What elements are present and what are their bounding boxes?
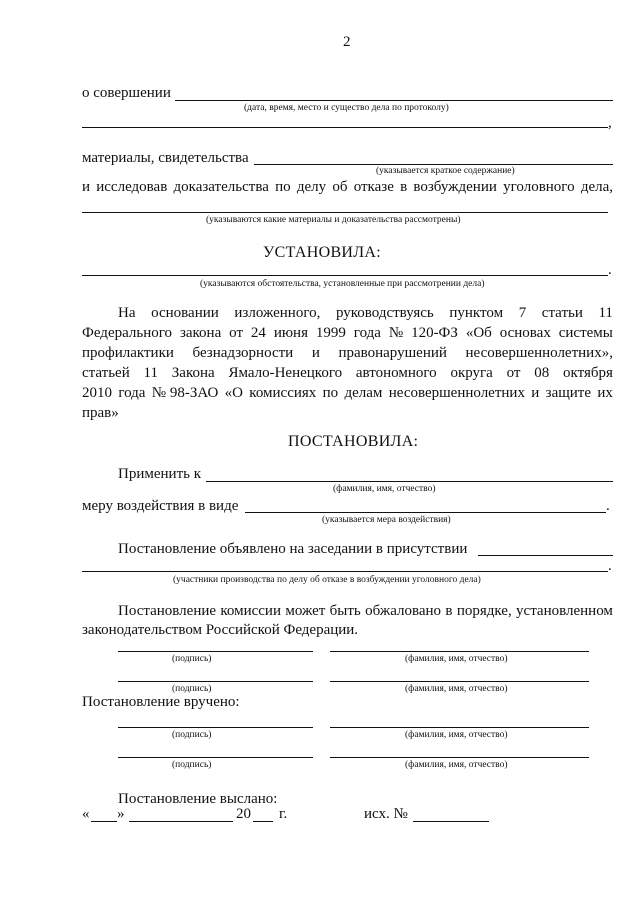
caption-fio: (фамилия, имя, отчество) (405, 760, 508, 770)
appeal-line-2: законодательством Российской Федерации. (82, 622, 359, 638)
year-suffix: г. (279, 806, 288, 822)
announced-line[interactable] (478, 555, 613, 556)
signature-line-2[interactable] (118, 681, 313, 682)
basis-line-1: На основании изложенного, руководствуясь пунктом 7 статьи 11 (118, 305, 613, 321)
period: . (608, 262, 612, 278)
apply-to-line[interactable] (206, 481, 613, 482)
caption-signature: (подпись) (172, 654, 212, 664)
investigated-line: и исследовав доказательства по делу об отказе в возбуждении уголовного дела, (82, 179, 613, 195)
caption-participants: (участники производства по делу об отказе в возбуждении уголовного дела) (173, 575, 481, 585)
basis-line-5: 2010 года № 98-ЗАО «О комиссиях по делам несовершеннолетних и защите их (82, 385, 613, 401)
measure-line[interactable] (245, 512, 606, 513)
sent-label: Постановление выслано: (118, 791, 278, 807)
heading-postanovila: ПОСТАНОВИЛА: (288, 433, 419, 450)
measure-label: меру воздействия в виде (82, 498, 239, 514)
apply-to-label: Применить к (118, 466, 201, 482)
investigated-fill-line[interactable] (82, 212, 608, 213)
fio-line-4[interactable] (330, 757, 589, 758)
signature-line-3[interactable] (118, 727, 313, 728)
fio-line-3[interactable] (330, 727, 589, 728)
caption-investigated: (указываются какие материалы и доказательства рассмотрены) (206, 215, 461, 225)
caption-signature: (подпись) (172, 760, 212, 770)
comma: , (608, 115, 612, 131)
caption-fio: (фамилия, имя, отчество) (405, 684, 508, 694)
caption-fio: (фамилия, имя, отчество) (333, 484, 436, 494)
appeal-line-1: Постановление комиссии может быть обжаловано в порядке, установленном (118, 603, 613, 619)
protocol-line[interactable] (175, 100, 613, 101)
delivered-label: Постановление вручено: (82, 694, 240, 710)
caption-signature: (подпись) (172, 684, 212, 694)
period: . (606, 498, 610, 514)
participants-line[interactable] (82, 571, 608, 572)
materials-line[interactable] (254, 164, 613, 165)
signature-line-1[interactable] (118, 651, 313, 652)
month-line[interactable] (129, 821, 233, 822)
protocol-line-2[interactable] (82, 127, 608, 128)
caption-signature: (подпись) (172, 730, 212, 740)
period: . (608, 558, 612, 574)
heading-ustanovila: УСТАНОВИЛА: (263, 244, 382, 261)
basis-line-3: профилактики безнадзорности и правонарушений несовершеннолетних», (82, 345, 613, 361)
materials-label: материалы, свидетельства (82, 150, 249, 166)
caption-measure: (указывается мера воздействия) (322, 515, 451, 525)
quote-close: » (117, 806, 125, 822)
page-number: 2 (343, 34, 351, 50)
basis-line-6: прав» (82, 405, 119, 421)
circumstances-line[interactable] (82, 275, 608, 276)
year-line[interactable] (253, 821, 273, 822)
caption-protocol: (дата, время, место и существо дела по протоколу) (244, 103, 449, 113)
announced-label: Постановление объявлено на заседании в присутствии (118, 541, 468, 557)
caption-fio: (фамилия, имя, отчество) (405, 654, 508, 664)
outgoing-number-label: исх. № (364, 806, 408, 822)
outgoing-number-line[interactable] (413, 821, 489, 822)
caption-materials: (указывается краткое содержание) (376, 166, 515, 176)
fio-line-1[interactable] (330, 651, 589, 652)
day-line[interactable] (91, 821, 117, 822)
caption-fio: (фамилия, имя, отчество) (405, 730, 508, 740)
quote-open: « (82, 806, 90, 822)
o-sovershenii-label: о совершении (82, 85, 171, 101)
signature-line-4[interactable] (118, 757, 313, 758)
basis-line-2: Федерального закона от 24 июня 1999 года № 120-ФЗ «Об основах системы (82, 325, 613, 341)
caption-circumstances: (указываются обстоятельства, установленные при рассмотрении дела) (200, 279, 485, 289)
fio-line-2[interactable] (330, 681, 589, 682)
year-prefix: 20 (236, 806, 251, 822)
basis-line-4: статьей 11 Закона Ямало-Ненецкого автономного округа от 08 октября (82, 365, 613, 381)
